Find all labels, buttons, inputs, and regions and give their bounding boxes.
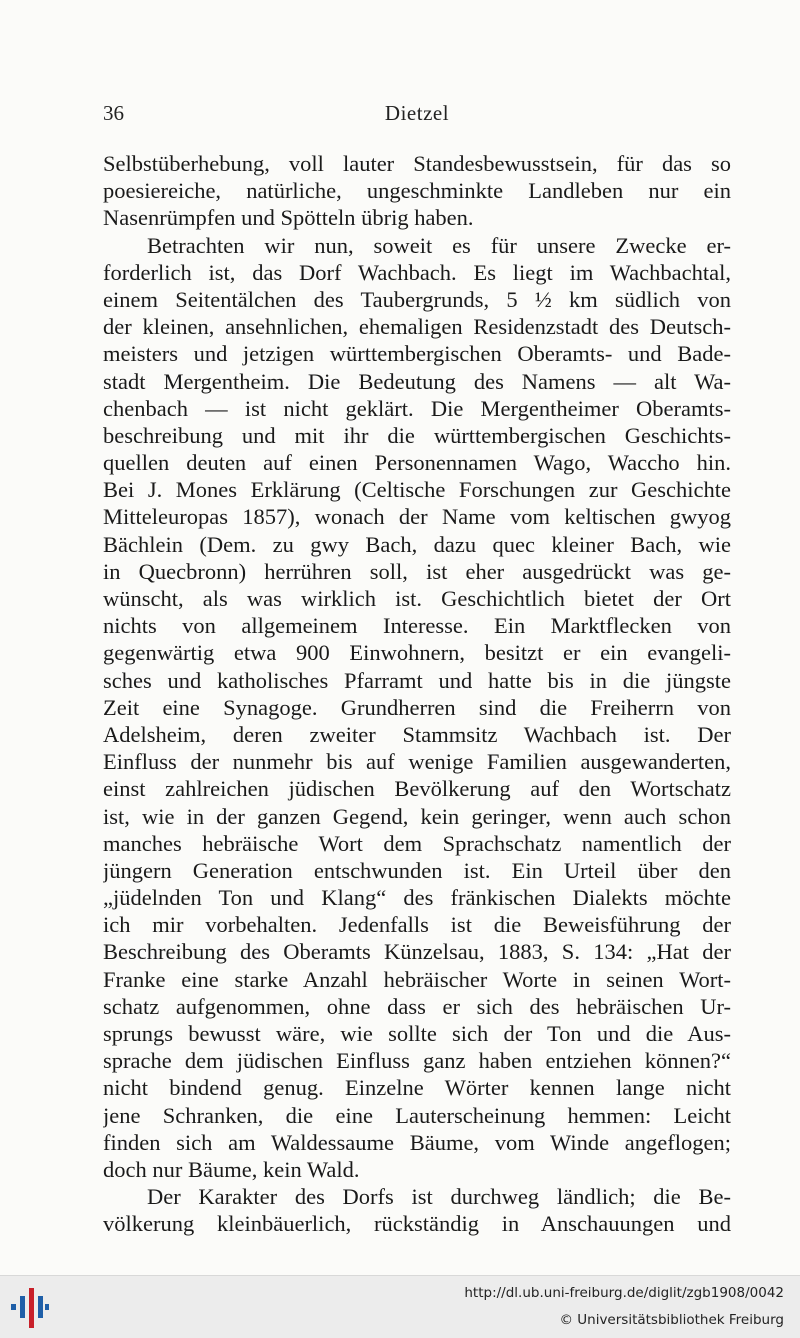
logo-bar-left: [11, 1304, 16, 1310]
logo-bar-right: [45, 1304, 49, 1310]
text-line: nichts von allgemeinem Interesse. Ein Marktflecken von: [103, 613, 731, 639]
text-line: chenbach — ist nicht geklärt. Die Mergentheimer Oberamts-: [103, 395, 731, 421]
logo-bar-center: [29, 1288, 34, 1328]
text-line: Bächlein (Dem. zu gwy Bach, dazu quec kleiner Bach, wie: [103, 531, 731, 557]
text-line: in Quecbronn) herrühren soll, ist eher ausgedrückt was ge-: [103, 558, 731, 584]
text-line: „jüdelnden Ton und Klang“ des fränkischen Dialekts möchte: [103, 885, 731, 911]
body-text: [103, 150, 731, 1238]
page-number: 36: [103, 101, 124, 125]
text-line: ich mir vorbehalten. Jedenfalls ist die Beweisführung der: [103, 912, 731, 938]
text-line: Franke eine starke Anzahl hebräischer Worte in seinen Wort-: [103, 966, 731, 992]
text-line: finden sich am Waldessaume Bäume, vom Winde angeflogen;: [103, 1129, 731, 1155]
text-line: Einfluss der nunmehr bis auf wenige Familien ausgewanderten,: [103, 749, 731, 775]
text-line: sprache dem jüdischen Einfluss ganz haben entziehen können?“: [103, 1048, 731, 1074]
text-line: schatz aufgenommen, ohne dass er sich des hebräischen Ur-: [103, 993, 731, 1019]
text-line: Bei J. Mones Erklärung (Celtische Forschungen zur Geschichte: [103, 477, 731, 503]
text-line: völkerung kleinbäuerlich, rückständig in Anschauungen und: [103, 1211, 731, 1237]
text-line: einem Seitentälchen des Taubergrunds, 5 ½ km südlich von: [103, 286, 731, 312]
text-line: Zeit eine Synagoge. Grundherren sind die Freiherrn von: [103, 694, 731, 720]
text-line: Nasenrümpfen und Spötteln übrig haben.: [103, 205, 474, 231]
text-line: einst zahlreichen jüdischen Bevölkerung auf den Wortschatz: [103, 776, 731, 802]
logo-bar-mid-right: [38, 1296, 43, 1318]
text-line: ist, wie in der ganzen Gegend, kein geringer, wenn auch schon: [103, 803, 731, 829]
page-header: [103, 101, 731, 131]
text-line: Beschreibung des Oberamts Künzelsau, 1883, S. 134: „Hat der: [103, 939, 731, 965]
text-line: jene Schranken, die eine Lauterscheinung hemmen: Leicht: [103, 1102, 731, 1128]
copyright-notice: © Universitätsbibliothek Freiburg: [559, 1312, 784, 1328]
logo-bar-mid-left: [20, 1296, 25, 1318]
text-line: wünscht, als was wirklich ist. Geschichtlich bietet der Ort: [103, 586, 731, 611]
text-line: manches hebräische Wort dem Sprachschatz namentlich der: [103, 830, 731, 856]
text-line: nicht bindend genug. Einzelne Wörter kennen lange nicht: [103, 1075, 731, 1101]
text-line: gegenwärtig etwa 900 Einwohnern, besitzt er ein evangeli-: [103, 640, 731, 666]
text-line: meisters und jetzigen württembergischen Oberamts- und Bade-: [103, 341, 731, 367]
text-line: Der Karakter des Dorfs ist durchweg ländlich; die Be-: [147, 1184, 731, 1210]
text-line: der kleinen, ansehnlichen, ehemaligen Residenzstadt des Deutsch-: [103, 314, 731, 340]
text-line: sches und katholisches Pfarramt und hatte bis in die jüngste: [103, 667, 731, 693]
text-line: poesiereiche, natürliche, ungeschminkte Landleben nur ein: [103, 178, 731, 204]
text-line: sprungs bewusst wäre, wie sollte sich der Ton und die Aus-: [103, 1021, 731, 1046]
text-line: Mitteleuropas 1857), wonach der Name vom keltischen gwyog: [103, 504, 731, 530]
text-line: Adelsheim, deren zweiter Stammsitz Wachbach ist. Der: [103, 721, 731, 747]
library-logo-icon: [10, 1288, 50, 1328]
viewer-footer: [0, 1275, 800, 1338]
source-url-link[interactable]: http://dl.ub.uni-freiburg.de/diglit/zgb1908/0042: [464, 1285, 784, 1301]
text-line: beschreibung und mit ihr die württembergischen Geschichts-: [103, 422, 731, 448]
text-line: quellen deuten auf einen Personennamen Wago, Waccho hin.: [103, 450, 731, 476]
text-line: Betrachten wir nun, soweit es für unsere Zwecke er-: [147, 232, 731, 258]
text-line: doch nur Bäume, kein Wald.: [103, 1156, 360, 1182]
running-head: Dietzel: [384, 101, 450, 125]
text-line: forderlich ist, das Dorf Wachbach. Es liegt im Wachbachtal,: [103, 259, 731, 285]
text-line: stadt Mergentheim. Die Bedeutung des Namens — alt Wa-: [103, 368, 731, 394]
text-line: jüngern Generation entschwunden ist. Ein Urteil über den: [103, 857, 731, 883]
text-line: Selbstüberhebung, voll lauter Standesbewusstsein, für das so: [103, 151, 731, 176]
